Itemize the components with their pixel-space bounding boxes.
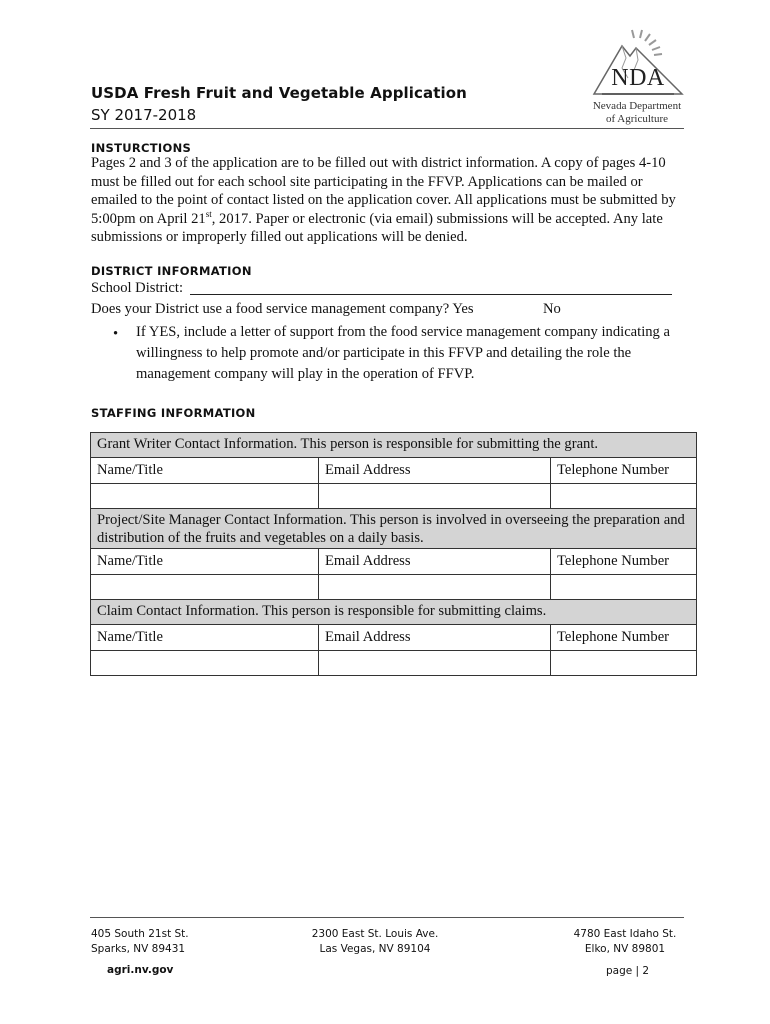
fsmc-no-option[interactable]: No: [543, 301, 561, 317]
grant-writer-input-row: [91, 484, 697, 509]
address-sparks: [91, 927, 189, 957]
footer-divider: [90, 917, 684, 918]
district-heading: DISTRICT INFORMATION: [91, 264, 252, 278]
claim-contact-name-cell[interactable]: [91, 651, 319, 676]
school-district-field[interactable]: [190, 294, 672, 295]
column-telephone-number: Telephone Number: [551, 549, 697, 575]
address-las-vegas: [300, 927, 450, 957]
grant-writer-name-cell[interactable]: [91, 484, 319, 509]
column-email-address: Email Address: [319, 625, 551, 651]
address-line: 2300 East St. Louis Ave.: [311, 928, 439, 940]
fsmc-bullet-text: If YES, include a letter of support from the food service management company indicating a willingness to help promote and/or participate in this FFVP and detailing the role the management company will play in the operation of FFVP.: [136, 324, 670, 382]
document-title: USDA Fresh Fruit and Vegetable Application: [91, 84, 467, 102]
website-link[interactable]: agri.nv.gov: [107, 964, 174, 976]
bullet-icon: •: [113, 326, 119, 342]
claim-contact-email-cell[interactable]: [319, 651, 551, 676]
staffing-heading: STAFFING INFORMATION: [91, 406, 256, 420]
claim-contact-input-row: [91, 651, 697, 676]
nda-logo: [588, 28, 688, 128]
address-elko: [555, 927, 695, 957]
column-name-title: Name/Title: [91, 549, 319, 575]
grant-writer-header-row: [91, 433, 697, 458]
page-number: page | 2: [606, 965, 650, 977]
site-manager-input-row: [91, 575, 697, 600]
address-line: 4780 East Idaho St.: [573, 928, 677, 940]
logo-abbreviation: NDA: [611, 65, 665, 91]
site-manager-email-cell[interactable]: [319, 575, 551, 600]
claim-contact-columns-row: [91, 625, 697, 651]
grant-writer-columns-row: [91, 458, 697, 484]
column-email-address: Email Address: [319, 549, 551, 575]
grant-writer-description: Grant Writer Contact Information. This person is responsible for submitting the grant.: [91, 433, 697, 458]
instructions-heading: INSTURCTIONS: [91, 141, 192, 155]
column-telephone-number: Telephone Number: [551, 625, 697, 651]
school-district-label: School District:: [91, 280, 184, 296]
site-manager-name-cell[interactable]: [91, 575, 319, 600]
instructions-text-part2: , 2017. Paper or electronic (via email) submissions will be accepted. Any late submissions or improperly filled out applications will be denied.: [91, 210, 663, 246]
claim-contact-header-row: [91, 600, 697, 625]
site-manager-description: Project/Site Manager Contact Information. This person is involved in overseeing the preparation and distribution of the fruits and vegetables on a daily basis.: [91, 509, 697, 549]
instructions-text: [91, 154, 681, 247]
school-year: SY 2017-2018: [91, 106, 197, 124]
site-manager-columns-row: [91, 549, 697, 575]
header-divider: [90, 128, 684, 129]
site-manager-header-row: [91, 509, 697, 549]
column-name-title: Name/Title: [91, 625, 319, 651]
instructions-date-suffix: st: [205, 208, 212, 219]
grant-writer-phone-cell[interactable]: [551, 484, 697, 509]
fsmc-question: Does your District use a food service management company? Yes: [91, 301, 474, 317]
column-name-title: Name/Title: [91, 458, 319, 484]
address-line: 405 South 21st St.: [91, 928, 189, 940]
column-telephone-number: Telephone Number: [551, 458, 697, 484]
address-line: Sparks, NV 89431: [91, 943, 186, 955]
address-line: Elko, NV 89801: [584, 943, 666, 955]
claim-contact-description: Claim Contact Information. This person is responsible for submitting claims.: [91, 600, 697, 625]
logo-name-line1: Nevada Department: [592, 100, 682, 112]
instructions-text-part1: Pages 2 and 3 of the application are to be filled out with district information. A copy of pages 4-10 must be filled out for each school site participating in the FFVP. Applications can be mailed or emailed to the point of contact listed on the application cover. All applications must be submitted by 5:00pm on April 21: [91, 155, 676, 227]
logo-name-line2: of Agriculture: [605, 113, 668, 125]
grant-writer-email-cell[interactable]: [319, 484, 551, 509]
column-email-address: Email Address: [319, 458, 551, 484]
staffing-table: [90, 432, 697, 676]
address-line: Las Vegas, NV 89104: [319, 943, 431, 955]
claim-contact-phone-cell[interactable]: [551, 651, 697, 676]
site-manager-phone-cell[interactable]: [551, 575, 697, 600]
